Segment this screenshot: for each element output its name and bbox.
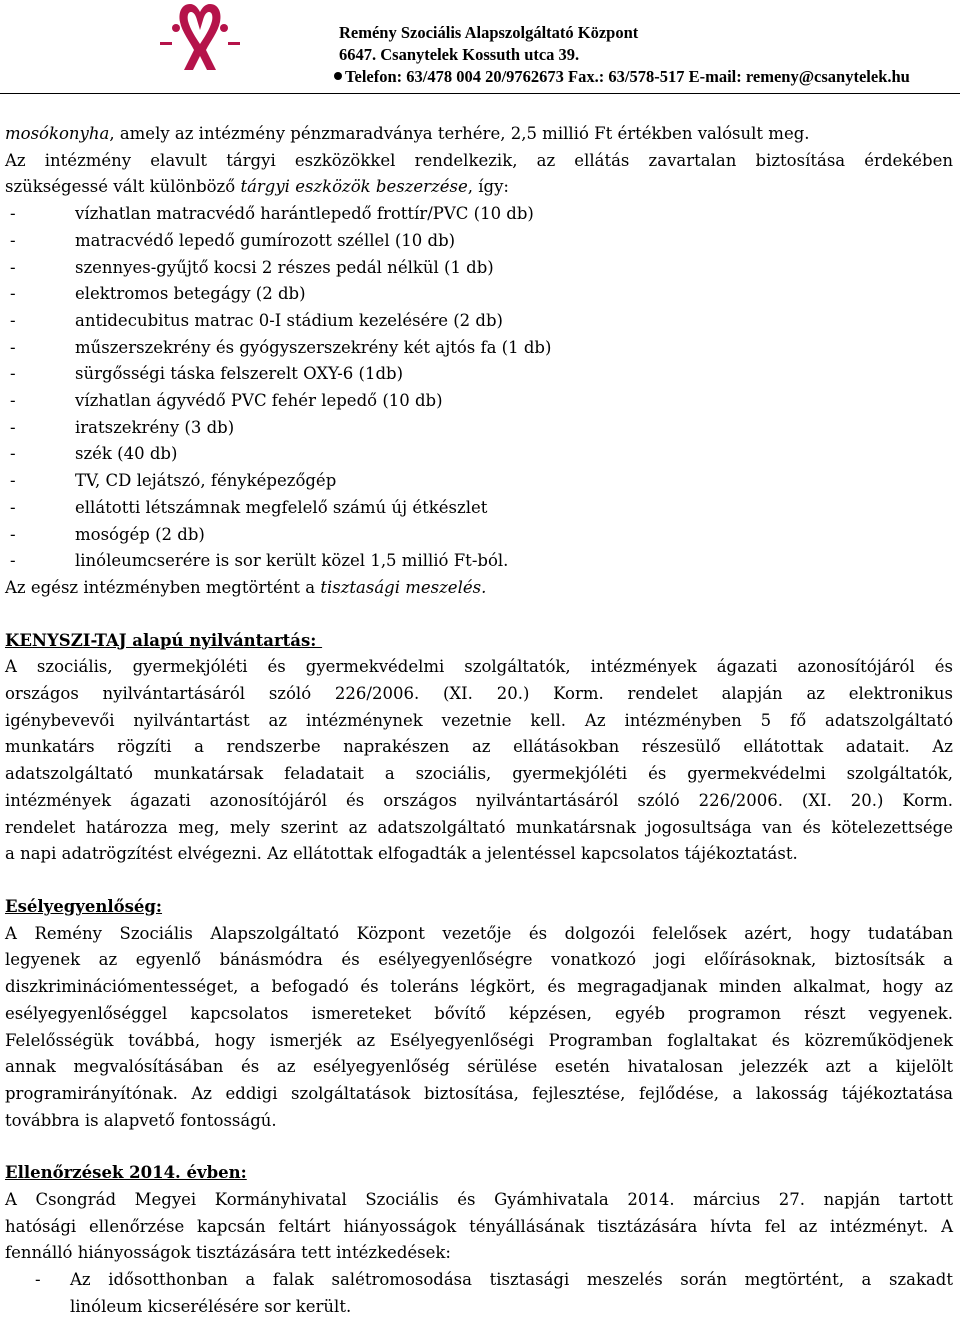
kenyszi-paragraph <box>5 654 953 868</box>
measure-line-1: Az idősotthonban a falak salétromosodása tisztasági meszelés során megtörtént, a szakadt <box>70 1270 953 1290</box>
paragraph-line: igénybevevői nyilvántartást az intézménynek vezetnie kell. Az intézményben 5 fő adatszolgáltató <box>5 710 953 730</box>
bullet-icon <box>334 72 342 80</box>
list-item <box>5 281 953 308</box>
dash-marker: - <box>10 284 16 304</box>
intro-line-1 <box>5 121 953 148</box>
list-item-text: vízhatlan ágyvédő PVC fehér lepedő (10 db) <box>75 391 443 411</box>
meszeles-text: Az egész intézményben megtörtént a <box>5 577 321 597</box>
dash-marker: - <box>10 471 16 491</box>
letterhead <box>0 0 960 95</box>
intro-italic-beszerzes: tárgyi eszközök beszerzése <box>240 177 468 197</box>
ellenorzesek-heading: Ellenőrzések 2014. évben: <box>5 1163 247 1183</box>
paragraph-line: legyenek az egyenlő bánásmódra és esélyegyenlőségre vonatkozó jogi előírásoknak, biztosítsák a <box>5 950 953 970</box>
list-item-text: ellátotti létszámnak megfelelő számú új étkészlet <box>75 497 488 517</box>
meszeles-line <box>5 575 953 602</box>
list-item-text: szék (40 db) <box>75 444 178 464</box>
dash-marker: - <box>10 417 16 437</box>
list-item <box>5 415 953 442</box>
list-item <box>5 548 953 575</box>
dash-marker: - <box>10 524 16 544</box>
measure-text <box>70 1267 953 1320</box>
list-item-text: szennyes-gyűjtő kocsi 2 részes pedál nélkül (1 db) <box>75 257 494 277</box>
paragraph-line: intézmények ágazati azonosítójáról és országos nyilvántartásáról szóló 226/2006. (XI. 20.) Korm. <box>5 790 953 810</box>
list-item-text: elektromos betegágy (2 db) <box>75 284 306 304</box>
list-item <box>5 308 953 335</box>
dash-marker: - <box>10 257 16 277</box>
paragraph-line: A Remény Szociális Alapszolgáltató Központ vezetője és dolgozói felelősek azért, hogy tudatában <box>5 923 953 943</box>
list-item-text: műszerszekrény és gyógyszerszekrény két ajtós fa (1 db) <box>75 337 552 357</box>
ellenorzesek-paragraph <box>5 1187 953 1267</box>
measure-item <box>5 1267 953 1320</box>
organization-address: 6647. Csanytelek Kossuth utca 39. <box>339 45 580 64</box>
list-item <box>5 388 953 415</box>
paragraph-line: annak megvalósításában és az esélyegyenlőség sérülése esetén hivatalosan jelezzék azt a kijelölt <box>5 1057 953 1077</box>
list-item <box>5 361 953 388</box>
header-rule <box>0 93 960 94</box>
list-item <box>5 228 953 255</box>
dash-marker: - <box>10 391 16 411</box>
dash-marker: - <box>10 204 16 224</box>
list-item <box>5 522 953 549</box>
intro-italic-mosokonyha: mosókonyha <box>5 124 110 143</box>
paragraph-line: fennálló hiányosságok tisztázására tett intézkedések: <box>5 1243 451 1263</box>
list-item-text: TV, CD lejátszó, fényképezőgép <box>75 471 337 491</box>
dash-marker: - <box>10 444 16 464</box>
dash-marker: - <box>10 230 16 250</box>
intro-line-3 <box>5 174 953 201</box>
dash-marker: - <box>10 497 16 517</box>
meszeles-italic: tisztasági meszelés. <box>320 577 487 597</box>
organization-name: Remény Szociális Alapszolgáltató Központ <box>339 23 639 42</box>
dash-marker: - <box>10 364 16 384</box>
paragraph-line: Felelősségük továbbá, hogy ismerjék az Esélyegyenlőségi Programban foglaltakat és közreműködjenek <box>5 1030 953 1050</box>
spacer <box>5 868 953 894</box>
list-item <box>5 201 953 228</box>
list-item <box>5 255 953 282</box>
contact-text: Telefon: 63/478 004 20/9762673 Fax.: 63/578-517 E-mail: remeny@csanytelek.hu <box>345 67 910 86</box>
eselyegyenloseg-paragraph <box>5 921 953 1135</box>
list-item-text: iratszekrény (3 db) <box>75 417 235 437</box>
eselyegyenloseg-heading: Esélyegyenlőség: <box>5 896 163 916</box>
measure-line-2: linóleum kicserélésére sor került. <box>70 1296 352 1316</box>
spacer <box>5 1134 953 1160</box>
document-body <box>5 121 953 1321</box>
intro-line-3-post: , így: <box>467 177 509 197</box>
intro-line-3-pre: szükségessé vált különböző <box>5 177 241 197</box>
list-item <box>5 335 953 362</box>
ribbon-logo-icon <box>160 2 240 72</box>
purchase-list <box>5 201 953 575</box>
organization-block <box>339 22 910 88</box>
paragraph-line: A szociális, gyermekjóléti és gyermekvédelmi szolgáltatók, intézmények ágazati azonosítójáról és <box>5 657 953 677</box>
paragraph-line: a napi adatrögzítést elvégezni. Az ellátottak elfogadták a jelentéssel kapcsolatos tájékoztatást. <box>5 844 798 864</box>
list-item-text: matracvédő lepedő gumírozott széllel (10 db) <box>75 230 456 250</box>
list-item-text: antidecubitus matrac 0-I stádium kezelésére (2 db) <box>75 310 503 330</box>
dash-marker: - <box>10 337 16 357</box>
list-item-text: vízhatlan matracvédő harántlepedő frottír/PVC (10 db) <box>75 204 534 224</box>
paragraph-line: adatszolgáltató munkatársak feladatait a szociális, gyermekjóléti és gyermekvédelmi szolgáltatók, <box>5 764 953 784</box>
paragraph-line: munkatárs rögzíti a rendszerbe naprakészen az ellátásokban részesülő ellátottak adatait. Az <box>5 737 953 757</box>
list-item-text: sürgősségi táska felszerelt OXY-6 (1db) <box>75 364 404 384</box>
list-item <box>5 468 953 495</box>
list-item-text: mosógép (2 db) <box>75 524 205 544</box>
list-item-text: linóleumcserére is sor került közel 1,5 millió Ft-ból. <box>75 551 509 571</box>
dash-marker: - <box>10 551 16 571</box>
paragraph-line: országos nyilvántartásáról szóló 226/2006. (XI. 20.) Korm. rendelet alapján az elektronikus <box>5 684 953 704</box>
paragraph-line: diszkriminációmentességet, a befogadó és toleráns légkört, és megragadjanak minden alkalmat, hogy az <box>5 977 953 997</box>
paragraph-line: A Csongrád Megyei Kormányhivatal Szociális és Gyámhivatala 2014. március 27. napján tartott <box>5 1190 953 1210</box>
paragraph-line: továbbra is alapvető fontosságú. <box>5 1110 277 1130</box>
intro-line-1-text: , amely az intézmény pénzmaradványa terhére, 2,5 millió Ft értékben valósult meg. <box>109 124 810 143</box>
dash-marker: - <box>35 1270 41 1290</box>
paragraph-line: rendelet határozza meg, mely szerint az adatszolgáltató munkatársnak jogosultsága van és kötelezettsége <box>5 817 953 837</box>
paragraph-line: programirányítónak. Az eddigi szolgáltatások biztosítása, fejlesztése, fejlődése, a lakosság tájékoztatása <box>5 1083 953 1103</box>
paragraph-line: hatósági ellenőrzése kapcsán feltárt hiányosságok tényállásának tisztázására hívta fel az intézményt. A <box>5 1216 953 1236</box>
list-item <box>5 495 953 522</box>
spacer <box>5 602 953 628</box>
contact-line <box>334 66 910 88</box>
intro-line-2: Az intézmény elavult tárgyi eszközökkel rendelkezik, az ellátás zavartalan biztosítása érdekében <box>5 150 953 170</box>
kenyszi-heading: KENYSZI-TAJ alapú nyilvántartás: <box>5 630 323 650</box>
dash-marker: - <box>10 310 16 330</box>
paragraph-line: esélyegyenlőséggel kapcsolatos ismereteket bővítő képzésen, egyéb programon részt vegyenek. <box>5 1003 953 1023</box>
list-item <box>5 441 953 468</box>
